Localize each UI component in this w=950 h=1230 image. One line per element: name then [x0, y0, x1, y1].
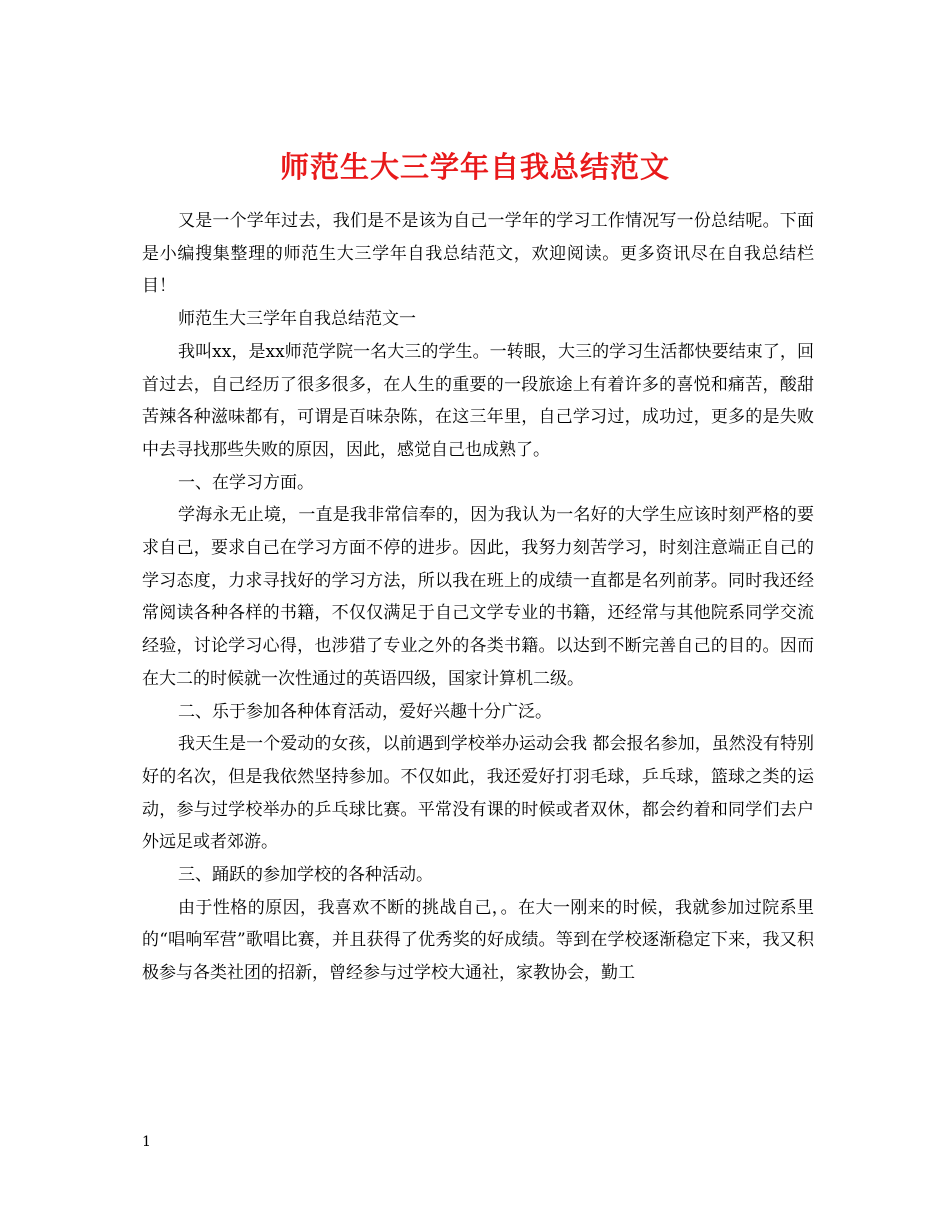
- section-heading: 一、在学习方面。: [178, 472, 314, 493]
- section-heading: 三、踊跃的参加学校的各种活动。: [178, 865, 433, 886]
- document-body: [142, 205, 814, 990]
- body-paragraph: 我天生是一个爱动的女孩，以前遇到学校举办运动会我 都会报名参加，虽然没有特别好的名次，但是我依然坚持参加。不仅如此，我还爱好打羽毛球，乒乓球，篮球之类的运动，参与过学校举办的乒乓球比赛。平常没有课的时候或者双休，都会约着和同学们去户外远足或者郊游。: [142, 734, 814, 853]
- page-number: 1: [142, 1134, 151, 1150]
- body-paragraph: 学海永无止境，一直是我非常信奉的，因为我认为一名好的大学生应该时刻严格的要求自己，要求自己在学习方面不停的进步。因此，我努力刻苦学习，时刻注意端正自己的学习态度，力求寻找好的学习方法，所以我在班上的成绩一直都是名列前茅。同时我还经常阅读各种各样的书籍，不仅仅满足于自己文学专业的书籍，还经常与其他院系同学交流经验，讨论学习心得，也涉猎了专业之外的各类书籍。以达到不断完善自己的目的。因而在大二的时候就一次性通过的英语四级，国家计算机二级。: [142, 505, 814, 689]
- section-heading: 师范生大三学年自我总结范文一: [178, 309, 416, 330]
- body-paragraph: 我叫xx，是xx师范学院一名大三的学生。一转眼，大三的学习生活都快要结束了，回首过去，自己经历了很多很多，在人生的重要的一段旅途上有着许多的喜悦和痛苦，酸甜苦辣各种滋味都有，可谓是百味杂陈，在这三年里，自己学习过，成功过，更多的是失败中去寻找那些失败的原因，因此，感觉自己也成熟了。: [142, 341, 814, 460]
- body-paragraph: 由于性格的原因，我喜欢不断的挑战自己，。在大一刚来的时候，我就参加过院系里的“唱响军营”歌唱比赛，并且获得了优秀奖的好成绩。等到在学校逐渐稳定下来，我又积极参与各类社团的招新，曾经参与过学校大通社，家教协会，勤工: [142, 897, 814, 984]
- intro-paragraph: 又是一个学年过去，我们是不是该为自己一学年的学习工作情况写一份总结呢。下面是小编搜集整理的师范生大三学年自我总结范文，欢迎阅读。更多资讯尽在自我总结栏目！: [142, 211, 814, 297]
- section-heading: 二、乐于参加各种体育活动，爱好兴趣十分广泛。: [178, 701, 552, 722]
- document-title: 师范生大三学年自我总结范文: [279, 150, 670, 185]
